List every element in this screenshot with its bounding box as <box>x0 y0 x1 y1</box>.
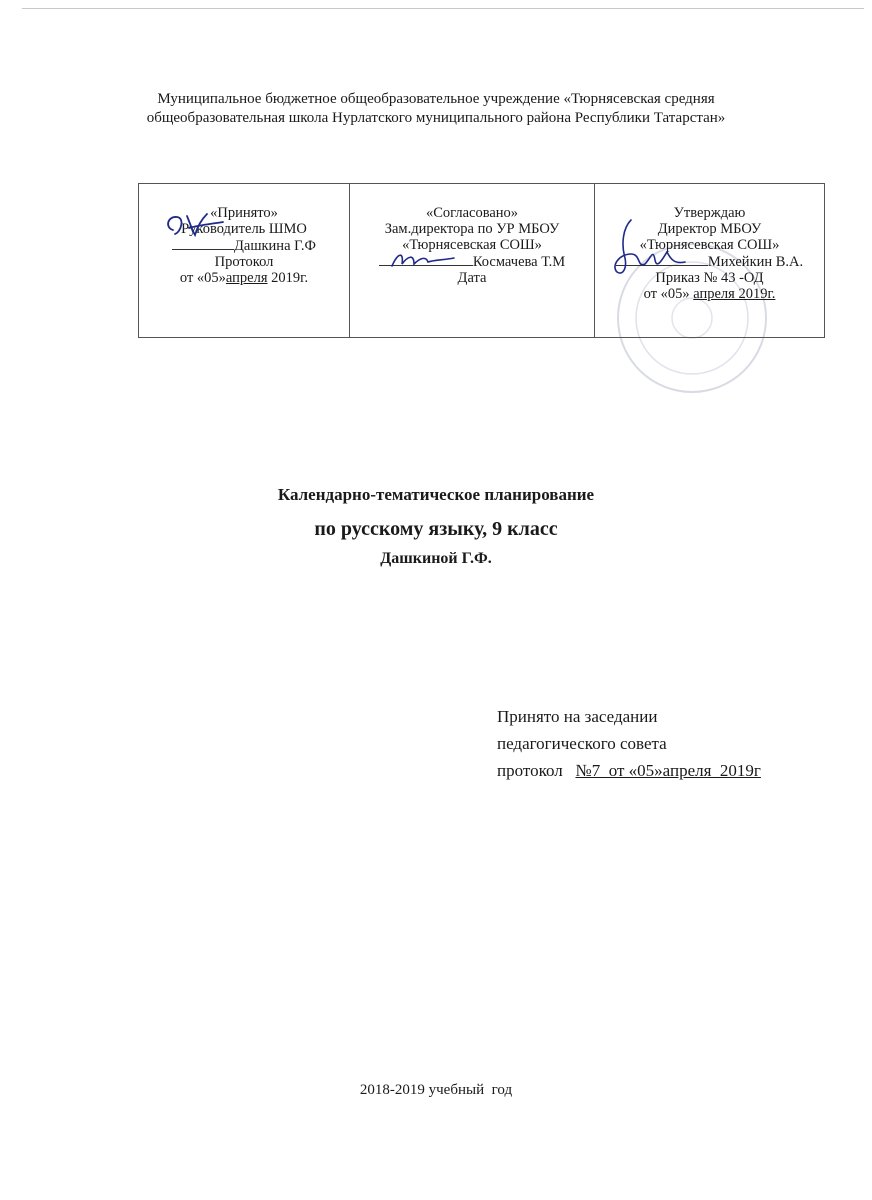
accepted-title: «Принято» <box>210 205 278 221</box>
approved-school: «Тюрнясевская СОШ» <box>639 237 780 253</box>
agreed-title: «Согласовано» <box>425 205 519 221</box>
accepted-name: Дашкина Г.Ф <box>234 238 316 254</box>
council-note <box>497 703 761 784</box>
council-line-3: протокол №7 от «05»апреля 2019г <box>497 761 761 780</box>
signature-line <box>616 253 708 266</box>
approved-title: Утверждаю <box>673 205 746 221</box>
approved-name: Михейкин В.А. <box>707 254 804 270</box>
document-title <box>100 484 772 570</box>
approval-cell-accepted <box>139 184 350 338</box>
agreed-role: Зам.директора по УР МБОУ <box>384 221 560 237</box>
title-line-2: по русскому языку, 9 класс <box>314 518 558 540</box>
approval-cell-approved <box>595 184 825 338</box>
approved-order: Приказ № 43 -ОД <box>655 270 764 286</box>
school-header <box>60 90 812 128</box>
council-line-2: педагогического совета <box>497 734 667 753</box>
school-header-line-1: Муниципальное бюджетное общеобразовательное учреждение «Тюрнясевская средняя <box>157 91 715 107</box>
title-line-3: Дашкиной Г.Ф. <box>380 550 492 567</box>
agreed-name: Космачева Т.М <box>472 254 566 270</box>
signature-line <box>379 253 473 266</box>
accepted-role: Руководитель ШМО <box>181 221 307 237</box>
accepted-date: от «05»апреля 2019г. <box>179 270 309 286</box>
agreed-school: «Тюрнясевская СОШ» <box>402 237 542 253</box>
approval-cell-agreed <box>350 184 595 338</box>
approved-date: от «05» апреля 2019г. <box>643 286 776 302</box>
school-header-line-2: общеобразовательная школа Нурлатского муниципального района Республики Татарстан» <box>146 110 726 126</box>
approved-role: Директор МБОУ <box>657 221 762 237</box>
academic-year: 2018-2019 учебный год <box>359 1082 513 1098</box>
approval-table <box>138 183 825 338</box>
agreed-date-label: Дата <box>457 270 487 286</box>
scan-edge-line <box>22 8 864 9</box>
accepted-protocol: Протокол <box>214 254 274 270</box>
title-line-1: Календарно-тематическое планирование <box>277 485 595 504</box>
signature-line <box>172 237 234 250</box>
council-line-1: Принято на заседании <box>497 707 658 726</box>
